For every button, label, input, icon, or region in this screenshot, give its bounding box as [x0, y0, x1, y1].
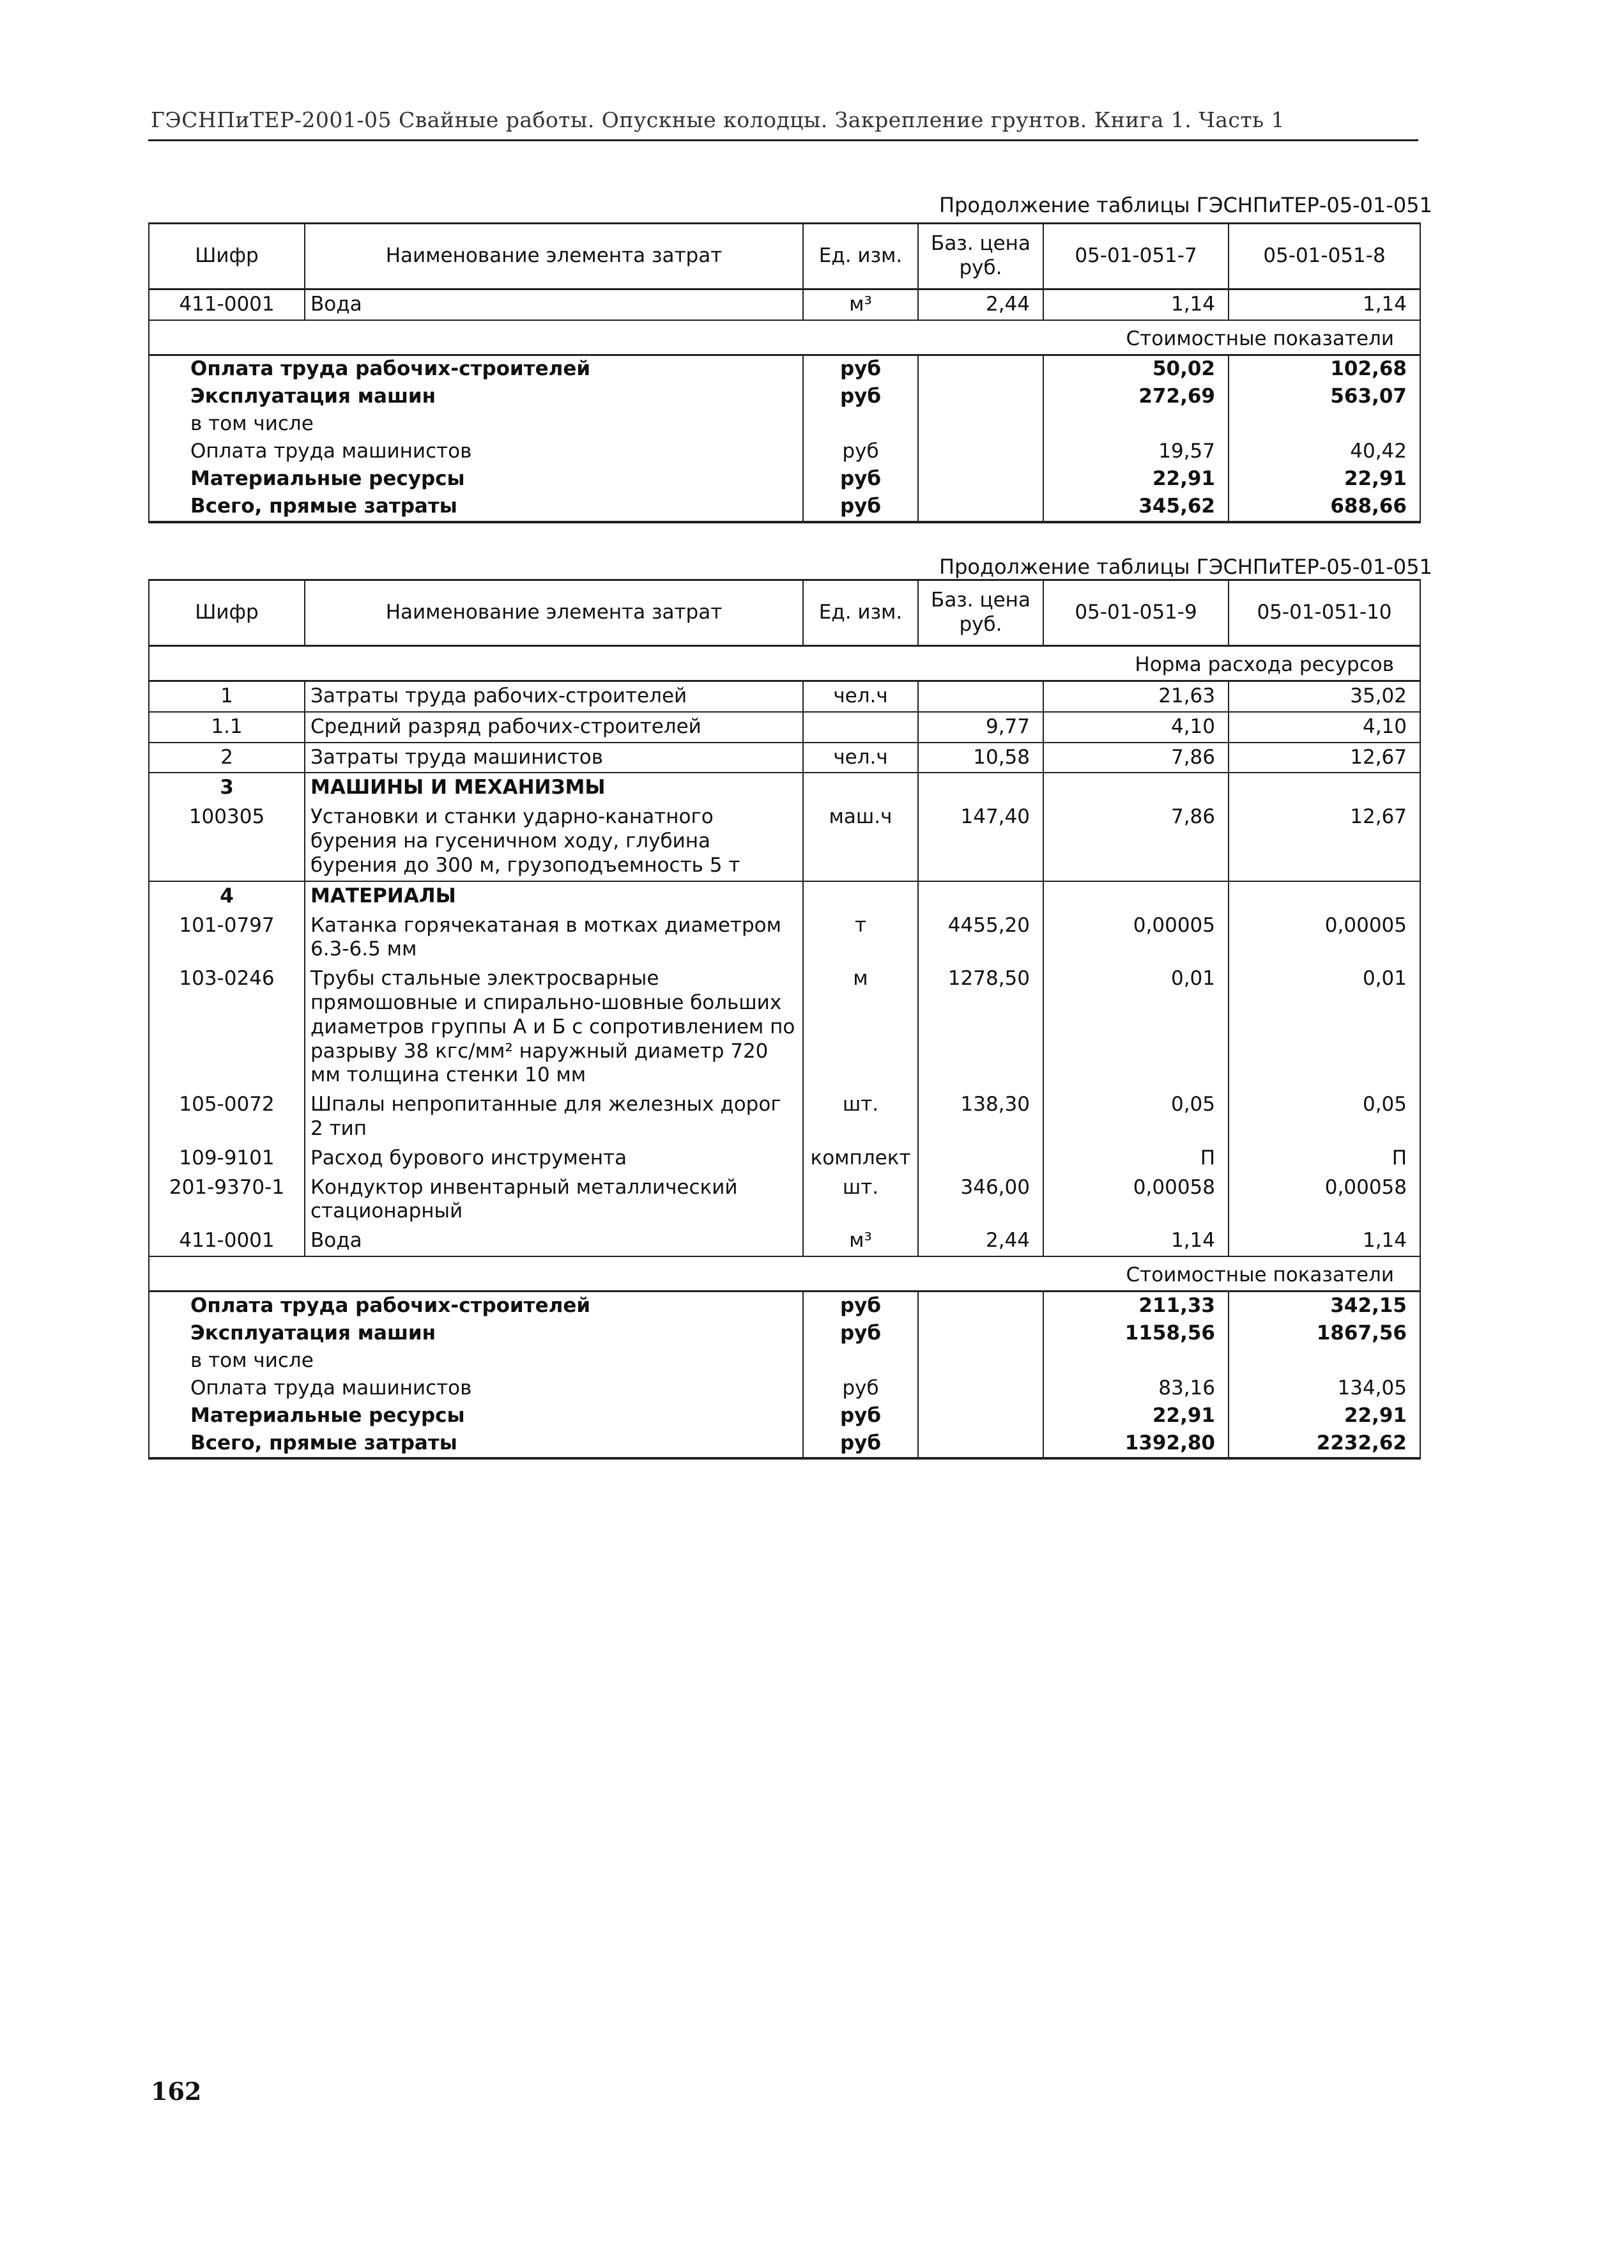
row-norm-value-1: 21,63 — [1043, 681, 1229, 712]
table2-header-row — [149, 580, 1420, 646]
row-norm-value-1: 1,14 — [1043, 1226, 1229, 1256]
row-unit: шт. — [803, 1090, 918, 1144]
cost-name: Эксплуатация машин — [149, 383, 803, 411]
row-base-price: 10,58 — [918, 743, 1043, 773]
cost-value-1: 272,69 — [1043, 383, 1229, 411]
row-unit: чел.ч — [803, 743, 918, 773]
row-base-price — [918, 773, 1043, 803]
col-header-price: Баз. цена руб. — [918, 224, 1043, 289]
col-header-name: Наименование элемента затрат — [305, 224, 803, 289]
cost-unit: руб — [803, 1375, 918, 1402]
cost-name: Оплата труда машинистов — [149, 1375, 803, 1402]
cost-name: в том числе — [149, 411, 803, 438]
row-code: 105-0072 — [149, 1090, 305, 1144]
row-norm-value-2: П — [1229, 1144, 1420, 1173]
row-code: 109-9101 — [149, 1144, 305, 1173]
row-norm-value-2: 0,01 — [1229, 964, 1420, 1090]
cost-empty-cell — [918, 355, 1043, 383]
row-code: 411-0001 — [149, 1226, 305, 1256]
cost-name: Оплата труда рабочих-строителей — [149, 355, 803, 383]
table-row — [149, 773, 1420, 803]
table-row — [149, 911, 1420, 965]
table-row — [149, 289, 1420, 320]
row-unit: м³ — [803, 289, 918, 320]
row-base-price — [918, 681, 1043, 712]
cost-value-1: 211,33 — [1043, 1292, 1229, 1320]
row-norm-value-1: 0,01 — [1043, 964, 1229, 1090]
cost-value-1: 83,16 — [1043, 1375, 1229, 1402]
cost-value-2: 22,91 — [1229, 1402, 1420, 1430]
row-code: 201-9370-1 — [149, 1173, 305, 1227]
row-unit: комплект — [803, 1144, 918, 1173]
row-name: Кондуктор инвентарный металлический стационарный — [305, 1173, 803, 1227]
row-base-price: 4455,20 — [918, 911, 1043, 965]
cost-unit: руб — [803, 1292, 918, 1320]
row-norm-value-1: 0,05 — [1043, 1090, 1229, 1144]
cost-name: Всего, прямые затраты — [149, 493, 803, 522]
row-name: Вода — [305, 289, 803, 320]
cost-value-1: 50,02 — [1043, 355, 1229, 383]
row-norm-value-2: 4,10 — [1229, 712, 1420, 743]
row-norm-value-1: 1,14 — [1043, 289, 1229, 320]
cost-unit — [803, 411, 918, 438]
cost-name: Материальные ресурсы — [149, 1402, 803, 1430]
row-norm-value-2 — [1229, 881, 1420, 911]
row-norm-value-2: 0,00058 — [1229, 1173, 1420, 1227]
cost-name: Оплата труда машинистов — [149, 438, 803, 466]
row-norm-value-1: 0,00005 — [1043, 911, 1229, 965]
row-norm-value-2: 0,00005 — [1229, 911, 1420, 965]
table-row — [149, 743, 1420, 773]
cost-section-header — [149, 1256, 1420, 1292]
cost-empty-cell — [918, 411, 1043, 438]
table1-caption: Продолжение таблицы ГЭСНПиТЕР-05-01-051 — [939, 193, 1432, 217]
cost-empty-cell — [918, 1375, 1043, 1402]
table2 — [148, 579, 1421, 1460]
row-code: 101-0797 — [149, 911, 305, 965]
row-norm-value-2: 1,14 — [1229, 289, 1420, 320]
header-rule — [148, 139, 1418, 141]
cost-value-2: 2232,62 — [1229, 1430, 1420, 1458]
cost-value-2 — [1229, 1347, 1420, 1375]
row-code: 103-0246 — [149, 964, 305, 1090]
cost-row — [149, 1347, 1420, 1375]
cost-value-2 — [1229, 411, 1420, 438]
cost-value-2: 40,42 — [1229, 438, 1420, 466]
norm-section-header — [149, 646, 1420, 681]
table1-header-row — [149, 224, 1420, 289]
cost-empty-cell — [918, 383, 1043, 411]
running-header: ГЭСНПиТЕР-2001-05 Свайные работы. Опускные колодцы. Закрепление грунтов. Книга 1. Часть 1 — [151, 107, 1285, 132]
row-name: Шпалы непропитанные для железных дорог 2 тип — [305, 1090, 803, 1144]
row-unit: чел.ч — [803, 681, 918, 712]
cost-value-1: 22,91 — [1043, 466, 1229, 493]
row-norm-value-2: 12,67 — [1229, 803, 1420, 881]
table-row — [149, 964, 1420, 1090]
cost-name: Эксплуатация машин — [149, 1320, 803, 1347]
cost-unit: руб — [803, 493, 918, 522]
row-name: Катанка горячекатаная в мотках диаметром 6.3-6.5 мм — [305, 911, 803, 965]
cost-value-2: 102,68 — [1229, 355, 1420, 383]
row-norm-value-1 — [1043, 881, 1229, 911]
row-norm-value-1 — [1043, 773, 1229, 803]
table-row — [149, 1090, 1420, 1144]
row-name: Затраты труда рабочих-строителей — [305, 681, 803, 712]
row-unit — [803, 881, 918, 911]
page-number: 162 — [151, 2077, 202, 2106]
cost-empty-cell — [918, 493, 1043, 522]
cost-value-2: 22,91 — [1229, 466, 1420, 493]
table-row — [149, 1226, 1420, 1256]
col-header-norm-2: 05-01-051-8 — [1229, 224, 1420, 289]
row-norm-value-2 — [1229, 773, 1420, 803]
cost-section-header — [149, 320, 1420, 355]
table-row — [149, 1173, 1420, 1227]
row-code: 100305 — [149, 803, 305, 881]
row-unit: т — [803, 911, 918, 965]
row-unit: м³ — [803, 1226, 918, 1256]
cost-row — [149, 411, 1420, 438]
row-base-price: 9,77 — [918, 712, 1043, 743]
row-norm-value-1: 7,86 — [1043, 743, 1229, 773]
row-norm-value-2: 0,05 — [1229, 1090, 1420, 1144]
row-name: МАТЕРИАЛЫ — [305, 881, 803, 911]
row-base-price: 1278,50 — [918, 964, 1043, 1090]
cost-unit — [803, 1347, 918, 1375]
row-name: Затраты труда машинистов — [305, 743, 803, 773]
row-norm-value-2: 1,14 — [1229, 1226, 1420, 1256]
cost-row — [149, 355, 1420, 383]
row-norm-value-1: 0,00058 — [1043, 1173, 1229, 1227]
col-header-code: Шифр — [149, 224, 305, 289]
cost-row — [149, 1402, 1420, 1430]
col-header-code: Шифр — [149, 580, 305, 646]
table2-caption: Продолжение таблицы ГЭСНПиТЕР-05-01-051 — [939, 555, 1432, 579]
cost-empty-cell — [918, 1292, 1043, 1320]
cost-unit: руб — [803, 466, 918, 493]
cost-unit: руб — [803, 1320, 918, 1347]
row-name: МАШИНЫ И МЕХАНИЗМЫ — [305, 773, 803, 803]
col-header-name: Наименование элемента затрат — [305, 580, 803, 646]
cost-value-2: 563,07 — [1229, 383, 1420, 411]
cost-empty-cell — [918, 438, 1043, 466]
col-header-unit: Ед. изм. — [803, 580, 918, 646]
cost-value-1: 22,91 — [1043, 1402, 1229, 1430]
row-norm-value-2: 35,02 — [1229, 681, 1420, 712]
cost-name: Материальные ресурсы — [149, 466, 803, 493]
table-row — [149, 803, 1420, 881]
row-norm-value-1: П — [1043, 1144, 1229, 1173]
cost-value-2: 1867,56 — [1229, 1320, 1420, 1347]
row-unit — [803, 712, 918, 743]
col-header-norm-1: 05-01-051-9 — [1043, 580, 1229, 646]
cost-row — [149, 438, 1420, 466]
cost-unit: руб — [803, 438, 918, 466]
row-name: Расход бурового инструмента — [305, 1144, 803, 1173]
cost-row — [149, 1320, 1420, 1347]
row-norm-value-2: 12,67 — [1229, 743, 1420, 773]
cost-row — [149, 1375, 1420, 1402]
row-code: 4 — [149, 881, 305, 911]
table1 — [148, 222, 1421, 523]
cost-row — [149, 493, 1420, 522]
row-unit: шт. — [803, 1173, 918, 1227]
cost-value-1 — [1043, 1347, 1229, 1375]
cost-section-header-label: Стоимостные показатели — [149, 1256, 1420, 1292]
cost-empty-cell — [918, 1402, 1043, 1430]
row-code: 2 — [149, 743, 305, 773]
col-header-norm-1: 05-01-051-7 — [1043, 224, 1229, 289]
cost-empty-cell — [918, 1347, 1043, 1375]
cost-unit: руб — [803, 383, 918, 411]
cost-section-header-label: Стоимостные показатели — [149, 320, 1420, 355]
cost-row — [149, 466, 1420, 493]
row-base-price: 346,00 — [918, 1173, 1043, 1227]
row-norm-value-1: 4,10 — [1043, 712, 1229, 743]
row-code: 1.1 — [149, 712, 305, 743]
cost-row — [149, 1292, 1420, 1320]
cost-value-2: 342,15 — [1229, 1292, 1420, 1320]
cost-name: Всего, прямые затраты — [149, 1430, 803, 1458]
row-code: 411-0001 — [149, 289, 305, 320]
cost-value-2: 134,05 — [1229, 1375, 1420, 1402]
row-unit: маш.ч — [803, 803, 918, 881]
cost-name: в том числе — [149, 1347, 803, 1375]
cost-unit: руб — [803, 1402, 918, 1430]
cost-value-2: 688,66 — [1229, 493, 1420, 522]
row-base-price: 2,44 — [918, 1226, 1043, 1256]
cost-value-1 — [1043, 411, 1229, 438]
table-row — [149, 712, 1420, 743]
cost-empty-cell — [918, 466, 1043, 493]
cost-value-1: 345,62 — [1043, 493, 1229, 522]
row-base-price — [918, 1144, 1043, 1173]
table-row — [149, 881, 1420, 911]
col-header-price: Баз. цена руб. — [918, 580, 1043, 646]
cost-unit: руб — [803, 355, 918, 383]
row-code: 1 — [149, 681, 305, 712]
row-name: Вода — [305, 1226, 803, 1256]
table-row — [149, 1144, 1420, 1173]
cost-value-1: 1392,80 — [1043, 1430, 1229, 1458]
cost-empty-cell — [918, 1320, 1043, 1347]
cost-empty-cell — [918, 1430, 1043, 1458]
cost-row — [149, 1430, 1420, 1458]
col-header-norm-2: 05-01-051-10 — [1229, 580, 1420, 646]
row-unit — [803, 773, 918, 803]
row-base-price: 138,30 — [918, 1090, 1043, 1144]
cost-name: Оплата труда рабочих-строителей — [149, 1292, 803, 1320]
cost-row — [149, 383, 1420, 411]
row-unit: м — [803, 964, 918, 1090]
table-row — [149, 681, 1420, 712]
col-header-unit: Ед. изм. — [803, 224, 918, 289]
norm-section-header-label: Норма расхода ресурсов — [149, 646, 1420, 681]
cost-unit: руб — [803, 1430, 918, 1458]
row-name: Трубы стальные электросварные прямошовные и спирально-шовные больших диаметров группы А и Б с сопротивлением по разрыву 38 кгс/мм² наружный диаметр 720 мм толщина стенки 10 мм — [305, 964, 803, 1090]
row-name: Установки и станки ударно-канатного бурения на гусеничном ходу, глубина бурения до 300 м, грузоподъемность 5 т — [305, 803, 803, 881]
row-base-price: 2,44 — [918, 289, 1043, 320]
row-norm-value-1: 7,86 — [1043, 803, 1229, 881]
row-base-price — [918, 881, 1043, 911]
row-name: Средний разряд рабочих-строителей — [305, 712, 803, 743]
row-code: 3 — [149, 773, 305, 803]
cost-value-1: 19,57 — [1043, 438, 1229, 466]
cost-value-1: 1158,56 — [1043, 1320, 1229, 1347]
row-base-price: 147,40 — [918, 803, 1043, 881]
